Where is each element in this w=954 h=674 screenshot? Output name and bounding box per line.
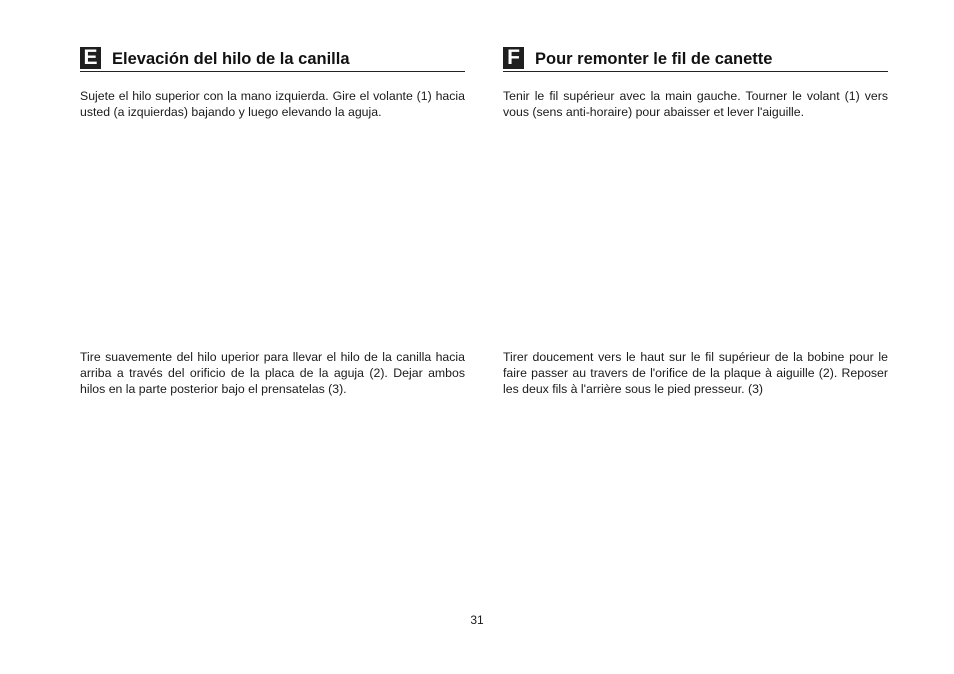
section-heading — [80, 46, 465, 72]
section-heading — [503, 46, 888, 72]
section-letter-badge: E — [80, 47, 101, 69]
section-letter-badge: F — [503, 47, 524, 69]
instruction-paragraph-1: Tenir le fil supérieur avec la main gauche. Tourner le volant (1) vers vous (sens anti-horaire) pour abaisser et lever l'aiguille. — [503, 89, 888, 119]
section-title: Elevación del hilo de la canilla — [112, 49, 350, 68]
section-spanish — [80, 46, 465, 396]
instruction-paragraph-1: Sujete el hilo superior con la mano izquierda. Gire el volante (1) hacia usted (a izquierdas) bajando y luego elevando la aguja. — [80, 89, 465, 119]
page-number: 31 — [470, 613, 484, 627]
section-french — [503, 46, 888, 396]
section-title: Pour remonter le fil de canette — [535, 49, 773, 68]
instruction-paragraph-2: Tirer doucement vers le haut sur le fil supérieur de la bobine pour le faire passer au travers de l'orifice de la plaque à aiguille (2). Reposer les deux fils à l'arrière sous le pied presseur. (3) — [503, 350, 888, 396]
instruction-paragraph-2: Tire suavemente del hilo uperior para llevar el hilo de la canilla hacia arriba a través del orificio de la placa de la aguja (2). Dejar ambos hilos en la parte posterior bajo el prensatelas (3). — [80, 350, 465, 396]
